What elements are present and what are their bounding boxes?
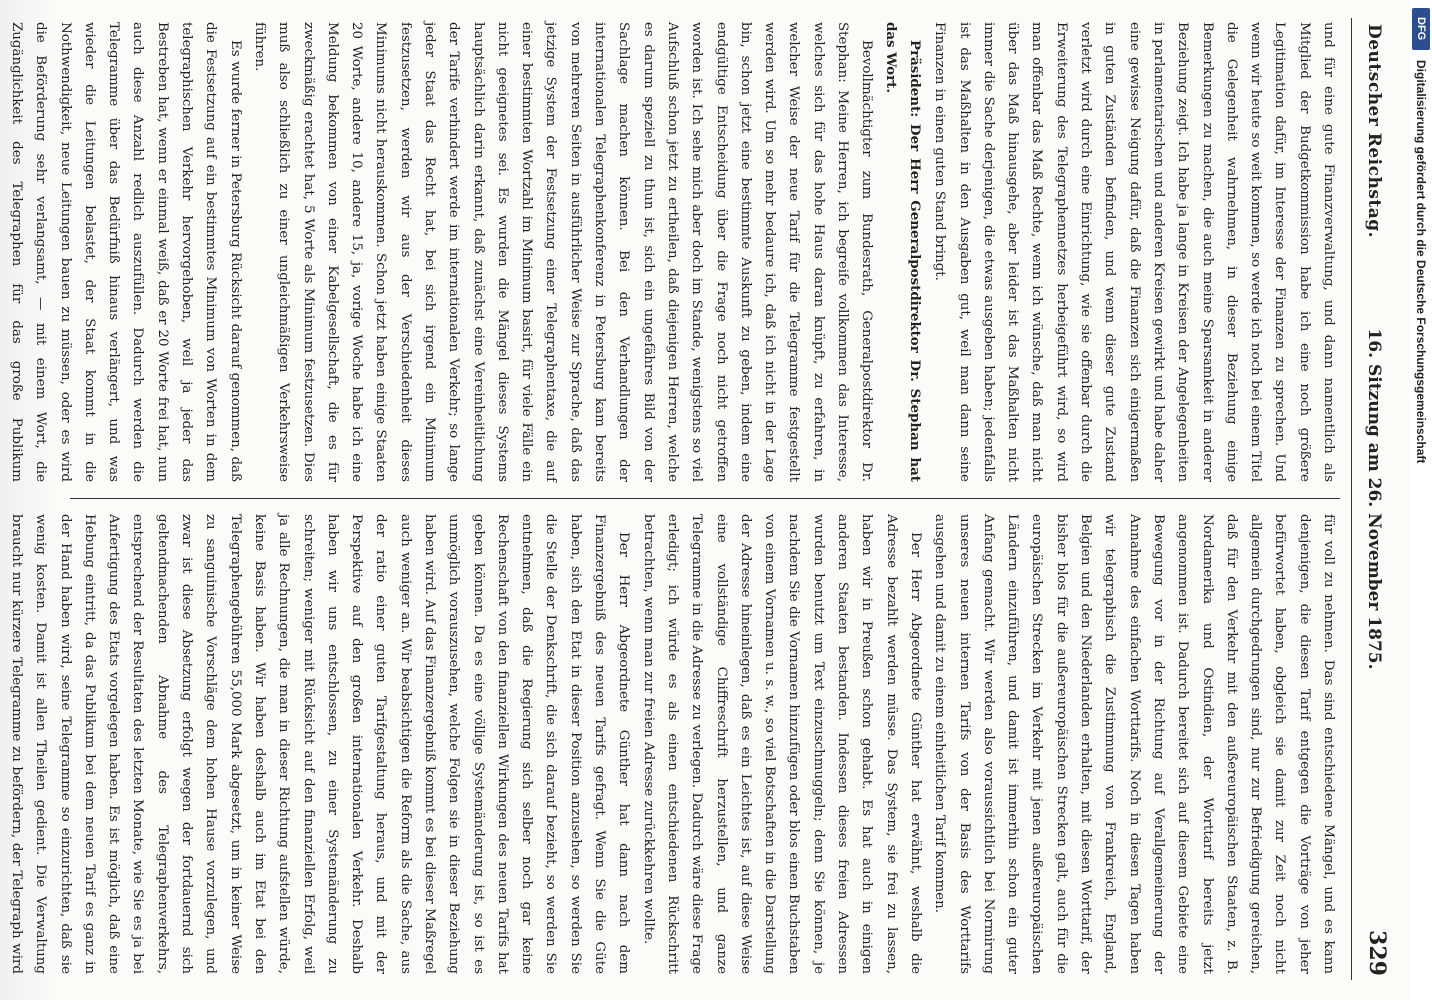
- paragraph: und für eine gute Finanzverwaltung, und dann namentlich als Mitglied der Budgetkommission habe ich eine noch größere Legitimation dafür, im Interesse der Finanzen zu sprechen. Und wenn wir heute so weit kommen, so werde ich noch bei einem Titel die Gelegenheit wahrnehmen, in dieser Beziehung einige Bemerkungen zu machen, die auch meine Sparsamkeit in anderer Beziehung zeigt. Ich habe ja lange in Kreisen der Angelegenheiten in parlamentarischen und anderen Kreisen gewirkt und habe daher eine gewisse Neigung dafür, daß die Finanzen sich einigermaßen in guten Zuständen befinden, und wenn dieser gute Zustand verletzt wird durch eine Einrichtung, wie sie offenbar durch die Erweiterung des Telegraphennetzes herbeigeführt wird, so wird man offenbar das Maß Rechte, wenn ich wünsche, daß man nicht über das Maß hinausgehe, aber leider ist das Maßhalten nicht immer die Sache derjenigen, die etwas ausgeben haben; jedenfalls ist das Maßhalten in den Ausgaben gut, weil man dann seine Finanzen in einen guten Stand bringt.: [932, 22, 1336, 482]
- paragraph: für voll zu nehmen. Das sind entschiedene Mängel, und es kann denjenigen, die diesen Tarif entgegen die Vorträge von jeher befürwortet haben, obgleich sie damit zur Zeit noch nicht allgemein durchgedrungen sind, nur zur Befriedigung gereichen, daß für den Verkehr mit den außereuropäischen Staaten, z. B. Nordamerika und Ostindien, der Worttarif bereits jetzt angenommen ist. Dadurch bereitet sich auf diesem Gebiete eine Bewegung vor in der Richtung auf Verallgemeinerung der Annahme des einfachen Worttarifs. Noch in diesen Tagen haben wir telegraphisch die Zustimmung von Frankreich, England, Belgien und den Niederlanden erhalten, mit diesen Worttarif, der bisher blos für die außereuropäischen Strecken galt, auch für die europäischen Strecken im Verkehr mit jenen außereuropäischen Ländern einzuführen, und damit ist immerhin schon ein guter Anfang gemacht. Wir werden also voraussichtlich bei Normirung unseres neuen internen Tarifs von der Basis des Worttarifs ausgehen und damit zu einem einheitlichen Tarif kommen.: [932, 514, 1336, 974]
- paragraph: Es wurde ferner in Petersburg Rücksicht darauf genommen, daß die Festsetzung auf ein bestimmtes Minimum von Worten in dem telegraphischen Verkehr hervorgehoben, weil ja jeder das Bestreben hat, wenn er einmal weiß, daß er 20 Worte frei hat, nun auch diese Anzahl redlich auszufüllen. Dadurch werden die Telegramme über das Bedürfniß hinaus verlängert, und was wieder die Leitungen belastet, der Staat kommt in die Nothwendigkeit, neue Leitungen bauen zu müssen, oder es wird die Beförderung sehr verlangsamt, — mit einem Wort, die Zugänglichkeit des Telegraphen für das große Publikum: [8, 22, 243, 482]
- left-column: [8, 22, 1340, 482]
- page-number: 329: [1364, 930, 1390, 976]
- paragraph: Der Herr Abgeordnete Günther hat erwähnt, weshalb die Adresse bezahlt werden müsse. Das System, sie frei zu lassen, haben wir in Preußen schon gehabt. Es hat auch in einigen anderen Staaten bestanden. Indessen dieses freien Adressen wurden benutzt um Text einzuschmuggeln; denn Sie können, je nachdem Sie die Vornamen hinzufügen oder blos einen Buchstaben von einem Vornamen u. s. w., so viel Botschaften in die Darstellung der Adresse hineinlegen, daß es ein Leichtes ist, auf diese Weise eine vollständige Chiffreschrift herzustellen, und ganze Telegramme in die Adresse zu verlegen. Dadurch wäre diese Frage erledigt; ich würde es als einen entschiedenen Rückschritt betrachten, wenn man zur freien Adresse zurückkehren wollte.: [640, 514, 923, 974]
- publication-title: Deutscher Reichstag.: [1364, 24, 1384, 239]
- paragraph: Der Herr Abgeordnete Günther hat dann nach dem Finanzergebniß des neuen Tarifs gefragt. Wenn Sie die Güte haben, sich den Etat in dieser Position anzusehen, so werden Sie die Stelle der Denkschrift, die sich darauf bezieht, so werden Sie entnehmen, daß die Regierung sich selber noch gar keine Rechenschaft von den finanziellen Wirkungen des neuen Tarifs hat geben können. Da es eine völlige Systemänderung ist, so ist es unmöglich vorauszusehen, welche Folgen sie in dieser Beziehung haben wird. Auf das Finanzergebniß kommt es bei dieser Maßregel auch weniger an. Wir beabsichtigen die Reform als die Sache, aus der ratio einer guten Tarifgestaltung heraus, und mit der Perspektive auf den großen internationalen Verkehr. Deshalb haben wir uns entschlossen, zu einer Systemänderung zu schreiten; weniger mit Rücksicht auf den finanziellen Erfolg, weil ja alle Rechnungen, die man in dieser Richtung aufstellen würde, keine Basis haben. Wir haben deshalb auch im Etat bei den Telegraphengebühren 55,000 Mark abgesetzt, um in keiner Weise zu sanguinische Vorschläge dem hohen Hause vorzulegen, und zwar ist diese Absetzung erfolgt wegen der fortdauernd sich geltendmachenden Abnahme des Telegraphenverkehrs, entsprechend der Resultaten des letzten Monate, wie Sie es ja bei Anfertigung des Etats vorgelegen haben. Es ist möglich, daß eine Hebung eintritt, da das Publikum bei dem neuen Tarif es ganz in der Hand haben wird, seine Telegramme so einzurichten, daß sie wenig kosten. Damit ist allen Theilen gedient. Die Verwaltung braucht nur kürzere Telegramme zu befördern, der Telegraph wird: [8, 514, 632, 974]
- dfg-logo: DFG: [1412, 8, 1430, 50]
- page-header: [1351, 18, 1398, 980]
- president-remark: Präsident: Der Herr Generalpostdirektor Dr. Stephan hat das Wort.: [882, 22, 923, 482]
- paragraph: Bevollmächtigter zum Bundesrath, Generalpostdirektor Dr. Stephan: Meine Herren, ich begreife vollkommen das Interesse, welches sich für das hohe Haus daran knüpft, zu erfahren, in welcher Weise der neue Tarif für die Telegramme festgestellt werden wird. Um so mehr bedaure ich, daß ich nicht in der Lage bin, schon jetzt eine bestimmte Auskunft zu geben, indem eine endgültige Entscheidung über die Frage noch nicht getroffen worden ist. Ich sehe mich aber doch im Stande, wenigstens so viel Aufschluß schon jetzt zu ertheilen, daß diejenigen Herren, welche es darum speziell zu thun ist, sich ein ungefähres Bild von der Sachlage machen können. Bei den Verhandlungen der internationalen Telegraphenkonferenz in Petersburg kam bereits von mehreren Seiten in ausführlicher Weise zur Sprache, daß das jetzige System der Festsetzung einer Telegraphentaxe, die auf einer bestimmten Wortzahl im Minimum basirt, für viele Fälle ein nicht geeignetes sei. Es wurden die Mängel dieses Systems hauptsächlich darin erkannt, daß zunächst eine Vereinheitlichung der Tarife verhindert werde im internationalen Verkehr; so lange jeder Staat das Recht hat, bei sich irgend ein Minimum festzusetzen, werden wir aus der Verschiedenheit dieses Minimums nicht herauskommen. Schon jetzt haben einige Staaten 20 Worte, andere 10, andere 15, ja, vorige Woche habe ich eine Meldung bekommen von einer Kabelgesellschaft, die es für zweckmäßig erachtet hat, 5 Worte als Minimum festzusetzen. Dies muß also schließlich zu einer ungleichmäßigen Verkehrsweise führen.: [251, 22, 875, 482]
- dfg-credit: Digitalisierung gefördert durch die Deutsche Forschungsgemeinschaft: [1414, 60, 1428, 464]
- right-column: [8, 514, 1340, 974]
- rotated-document: [8, 18, 1398, 980]
- dfg-banner: [1410, 0, 1432, 1000]
- session-title: 16. Sitzung am 26. November 1875.: [1364, 328, 1384, 670]
- column-divider: [70, 498, 1340, 499]
